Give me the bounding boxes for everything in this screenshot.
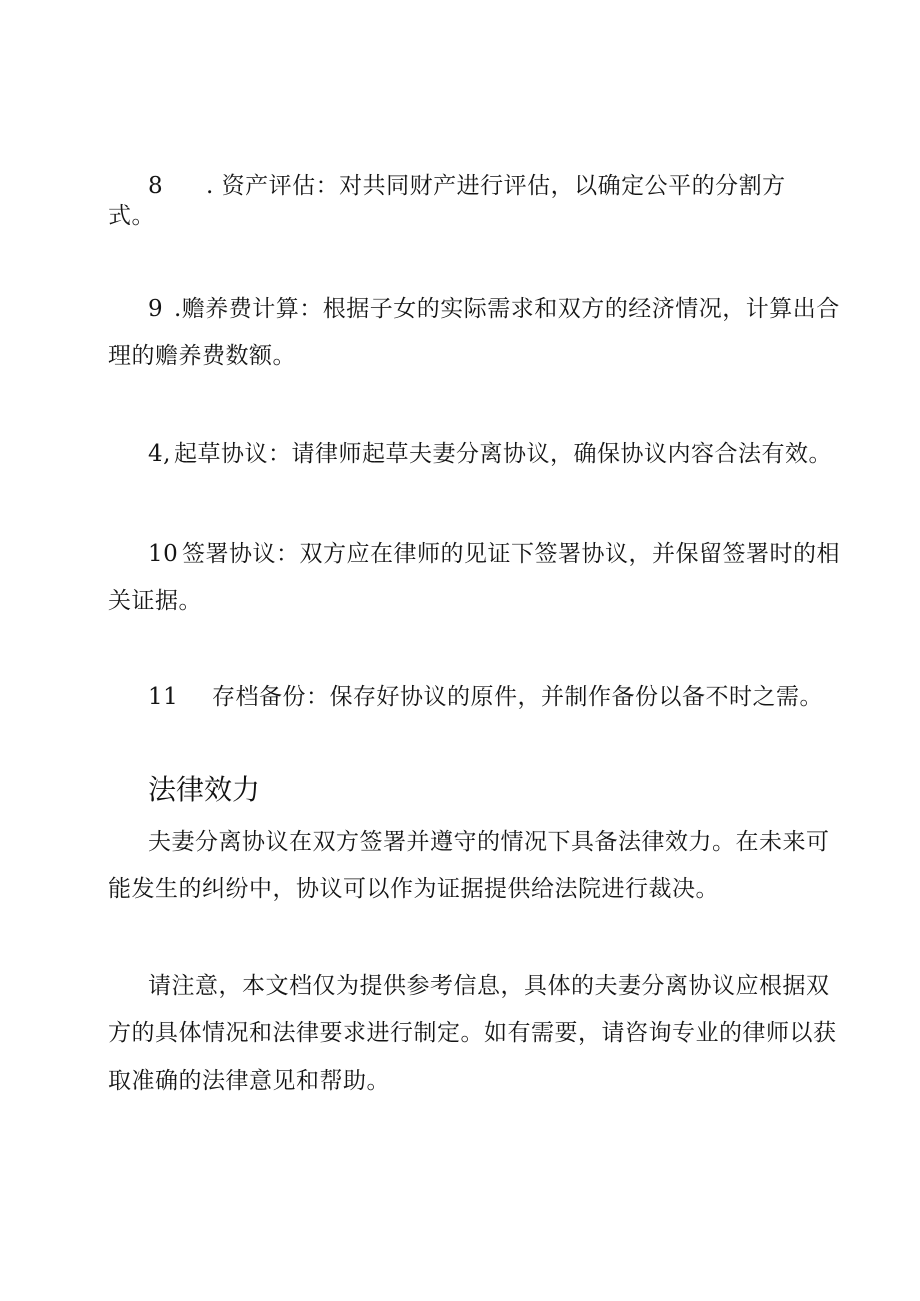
item-text: 起草协议：请律师起草夫妻分离协议，确保协议内容合法有效。 [174, 441, 832, 467]
item-number: 9 [148, 296, 164, 322]
note-line: 取准确的法律意见和帮助。 [108, 1068, 390, 1094]
item-text-continuation: 式。 [108, 203, 155, 229]
item-text: 存档备份：保存好协议的原件，并制作备份以备不时之需。 [212, 684, 823, 710]
item-text: .赡养费计算：根据子女的实际需求和双方的经济情况，计算出合 [174, 296, 840, 322]
item-text-continuation: 关证据。 [108, 588, 202, 614]
item-number: 11 [148, 684, 179, 710]
item-number: 4, [148, 441, 171, 467]
item-number: 8 [148, 173, 164, 199]
item-text-continuation: 理的赡养费数额。 [108, 343, 296, 369]
note-line: 方的具体情况和法律要求进行制定。如有需要，请咨询专业的律师以获 [108, 1020, 837, 1046]
item-number: 10 [148, 541, 179, 567]
list-item-11 [148, 683, 823, 711]
paragraph-line: 能发生的纠纷中，协议可以作为证据提供给法院进行裁决。 [108, 876, 719, 902]
item-text: . 资产评估：对共同财产进行评估，以确定公平的分割方 [206, 173, 786, 199]
list-item-8 [148, 172, 786, 200]
section-heading: 法律效力 [148, 773, 261, 806]
paragraph-line: 夫妻分离协议在双方签署并遵守的情况下具备法律效力。在未来可 [148, 829, 830, 855]
list-item-10 [148, 540, 840, 568]
list-item-9 [148, 295, 840, 323]
note-line: 请注意，本文档仅为提供参考信息，具体的夫妻分离协议应根据双 [148, 973, 830, 999]
item-text: 签署协议：双方应在律师的见证下签署协议，并保留签署时的相 [182, 541, 840, 567]
list-item-4 [148, 440, 832, 468]
